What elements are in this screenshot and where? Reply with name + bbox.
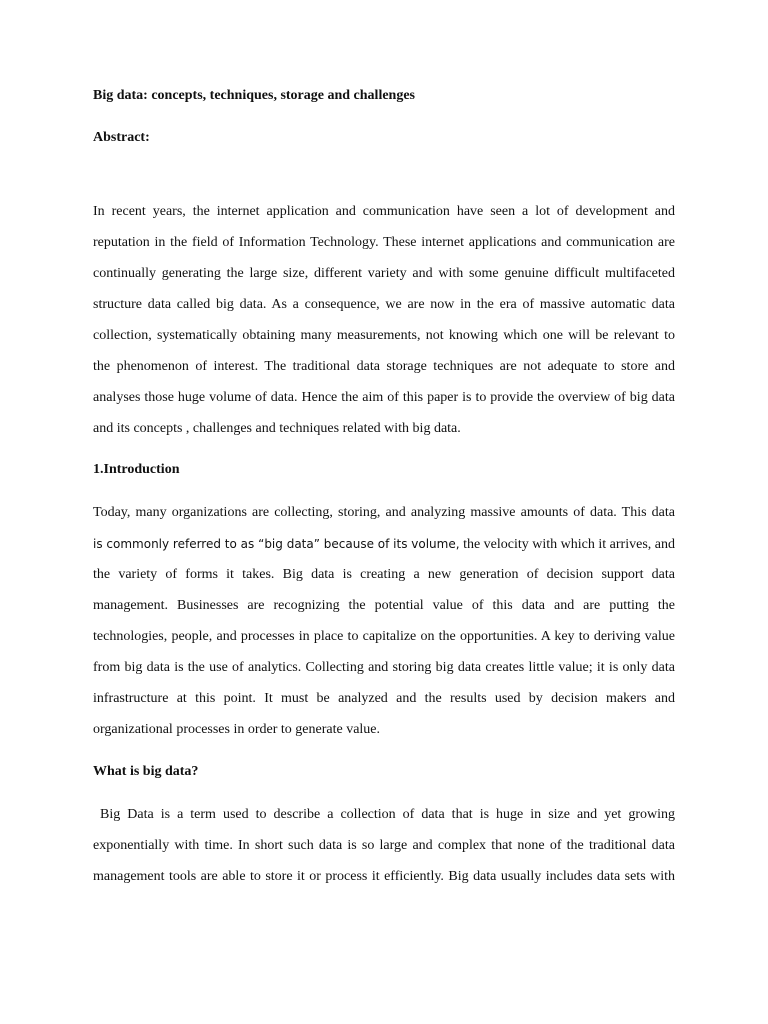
abstract-line: structure data called big data. As a consequence, we are now in the era of massive automatic data [93, 297, 675, 312]
abstract-line: and its concepts , challenges and techniques related with big data. [93, 421, 461, 436]
introduction-line-sans-part: is commonly referred to as “big data” because of its volume, [93, 537, 460, 551]
abstract-line: analyses those huge volume of data. Hence the aim of this paper is to provide the overview of big data [93, 390, 675, 405]
introduction-line: infrastructure at this point. It must be analyzed and the results used by decision makers and [93, 691, 675, 706]
what-is-big-data-paragraph [93, 805, 675, 898]
what-is-big-data-line: Big Data is a term used to describe a collection of data that is huge in size and yet growing [93, 807, 675, 822]
abstract-line: collection, systematically obtaining many measurements, not knowing which one will be relevant to [93, 328, 675, 343]
introduction-line: the variety of forms it takes. Big data is creating a new generation of decision support data [93, 567, 675, 582]
document-title: Big data: concepts, techniques, storage and challenges [93, 88, 415, 103]
introduction-line: technologies, people, and processes in place to capitalize on the opportunities. A key to deriving value [93, 629, 675, 644]
introduction-line-serif-part: the velocity with which it arrives, and [459, 537, 675, 552]
introduction-line: organizational processes in order to generate value. [93, 722, 381, 737]
what-is-big-data-heading: What is big data? [93, 764, 199, 779]
abstract-line: reputation in the field of Information Technology. These internet applications and communication are [93, 235, 675, 250]
introduction-line-mixed [93, 534, 675, 565]
abstract-line: In recent years, the internet application and communication have seen a lot of development and [93, 204, 675, 219]
abstract-line: the phenomenon of interest. The traditional data storage techniques are not adequate to store and [93, 359, 675, 374]
introduction-paragraph [93, 503, 675, 751]
what-is-big-data-line: exponentially with time. In short such data is so large and complex that none of the traditional data [93, 838, 675, 853]
abstract-line: continually generating the large size, different variety and with some genuine difficult multifaceted [93, 266, 675, 281]
abstract-heading: Abstract: [93, 130, 150, 145]
introduction-line: management. Businesses are recognizing the potential value of this data and are putting the [93, 598, 675, 613]
introduction-heading: 1.Introduction [93, 462, 180, 477]
introduction-line: from big data is the use of analytics. Collecting and storing big data creates little value; it is only data [93, 660, 675, 675]
introduction-line: Today, many organizations are collecting, storing, and analyzing massive amounts of data. This data [93, 505, 675, 520]
what-is-big-data-line: management tools are able to store it or process it efficiently. Big data usually includes data sets with [93, 869, 675, 884]
abstract-paragraph [93, 202, 675, 450]
